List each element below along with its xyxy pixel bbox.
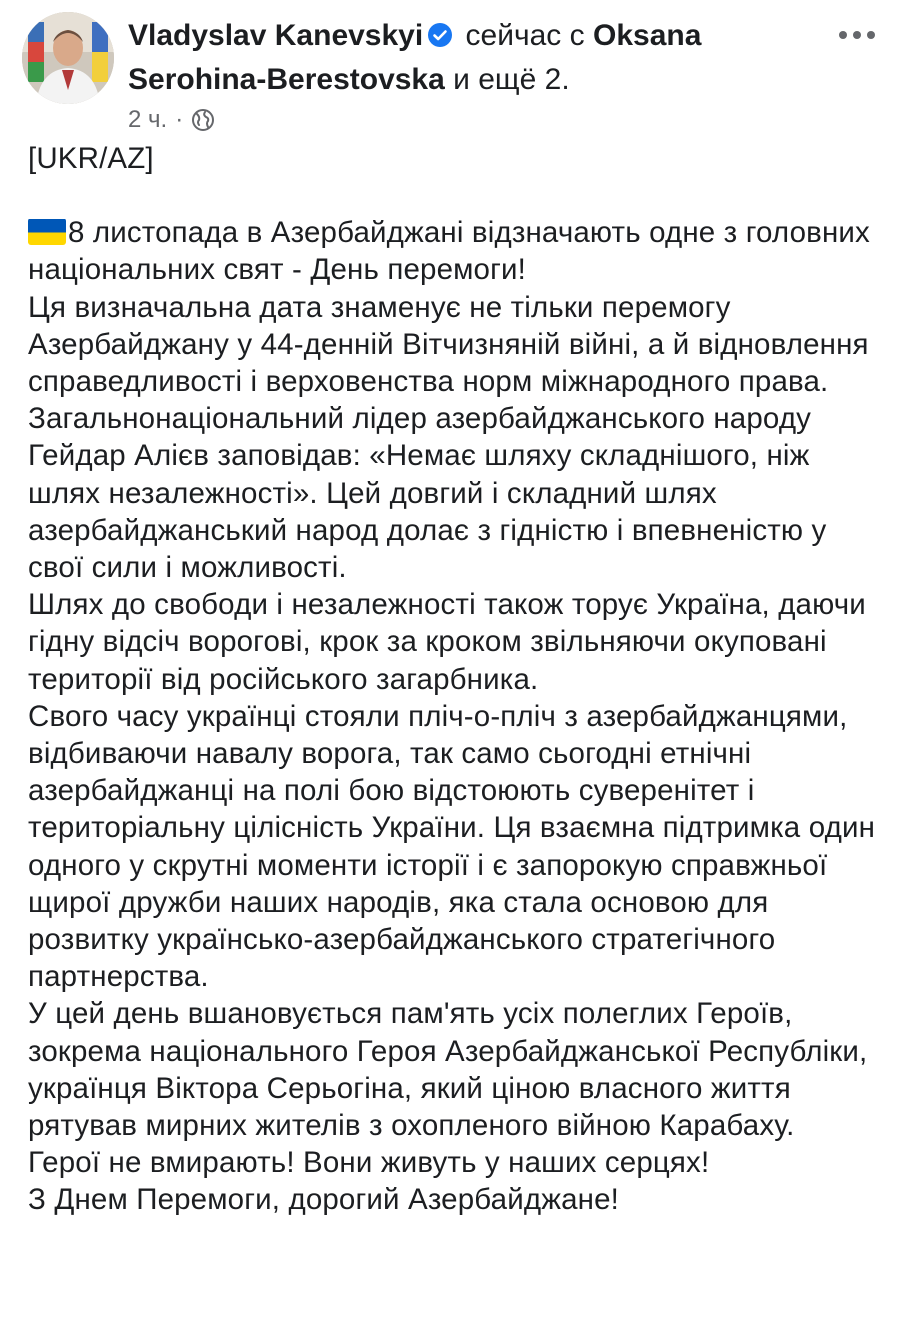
more-options-icon [832,20,882,50]
paragraph-4: Шлях до свободи і незалежності також торує Україна, даючи гідну відсіч ворогові, крок за кроком звільняючи окуповані території від російського загарбника. [28,588,866,696]
paragraph-6: У цей день вшановується пам'ять усіх полеглих Героїв, зокрема національного Героя Азербайджанської Республіки, українця Віктора Серьогіна, який ціною власного життя рятував мирних жителів з охопленого війною Карабаху. [28,997,868,1143]
and-more-text[interactable]: и ещё 2. [453,63,570,96]
time-phrase: сейчас с [465,19,585,52]
post-header-text [128,14,748,102]
post-body [28,140,890,1219]
post-header [22,12,882,133]
paragraph-8: З Днем Перемоги, дорогий Азербайджане! [28,1183,619,1217]
post-meta [128,106,215,134]
author-avatar[interactable] [22,12,114,104]
verified-badge-icon [427,17,453,43]
post-timestamp[interactable]: 2 ч. [128,106,168,133]
ukraine-flag-icon [28,218,66,245]
paragraph-5: Свого часу українці стояли пліч-о-пліч з азербайджанцями, відбиваючи навалу ворога, так само сьогодні етнічні азербайджанці на полі бою відстоюють суверенітет і територіальну цілісність України. Ця взаємна підтримка один одного у скрутні моменти історії і є запорокую справжньої щирої дружби наших народів, яка стала основою для розвитку українсько-азербайджанського стратегічного партнерства. [28,699,876,994]
avatar-photo [22,12,114,104]
paragraph-2: Ця визначальна дата знаменує не тільки перемогу Азербайджану у 44-денній Вітчизняній війні, а й відновлення справедливості і верховенства норм міжнародного права. [28,290,869,399]
globe-icon[interactable] [191,108,215,132]
meta-separator: · [175,106,184,133]
paragraph-7: Герої не вмирають! Вони живуть у наших серцях! [28,1146,710,1180]
paragraph-1 [28,214,890,288]
more-options-button[interactable] [832,20,882,50]
post-tag-line: [UKR/AZ] [28,142,154,175]
paragraph-3: Загальнонаціональний лідер азербайджанського народу Гейдар Алієв заповідав: «Немає шляху складнішого, ніж шлях незалежності». Цей довгий і складний шлях азербайджанський народ долає з гідністю і впевненістю у свої сили і можливості. [28,402,827,585]
paragraph-1-text: 8 листопада в Азербайджані відзначають одне з головних національних свят - День перемоги! [28,216,870,287]
tagged-person-name[interactable]: Oksana Serohina-Berestovska [128,19,702,96]
author-name[interactable]: Vladyslav Kanevskyi [128,19,424,52]
